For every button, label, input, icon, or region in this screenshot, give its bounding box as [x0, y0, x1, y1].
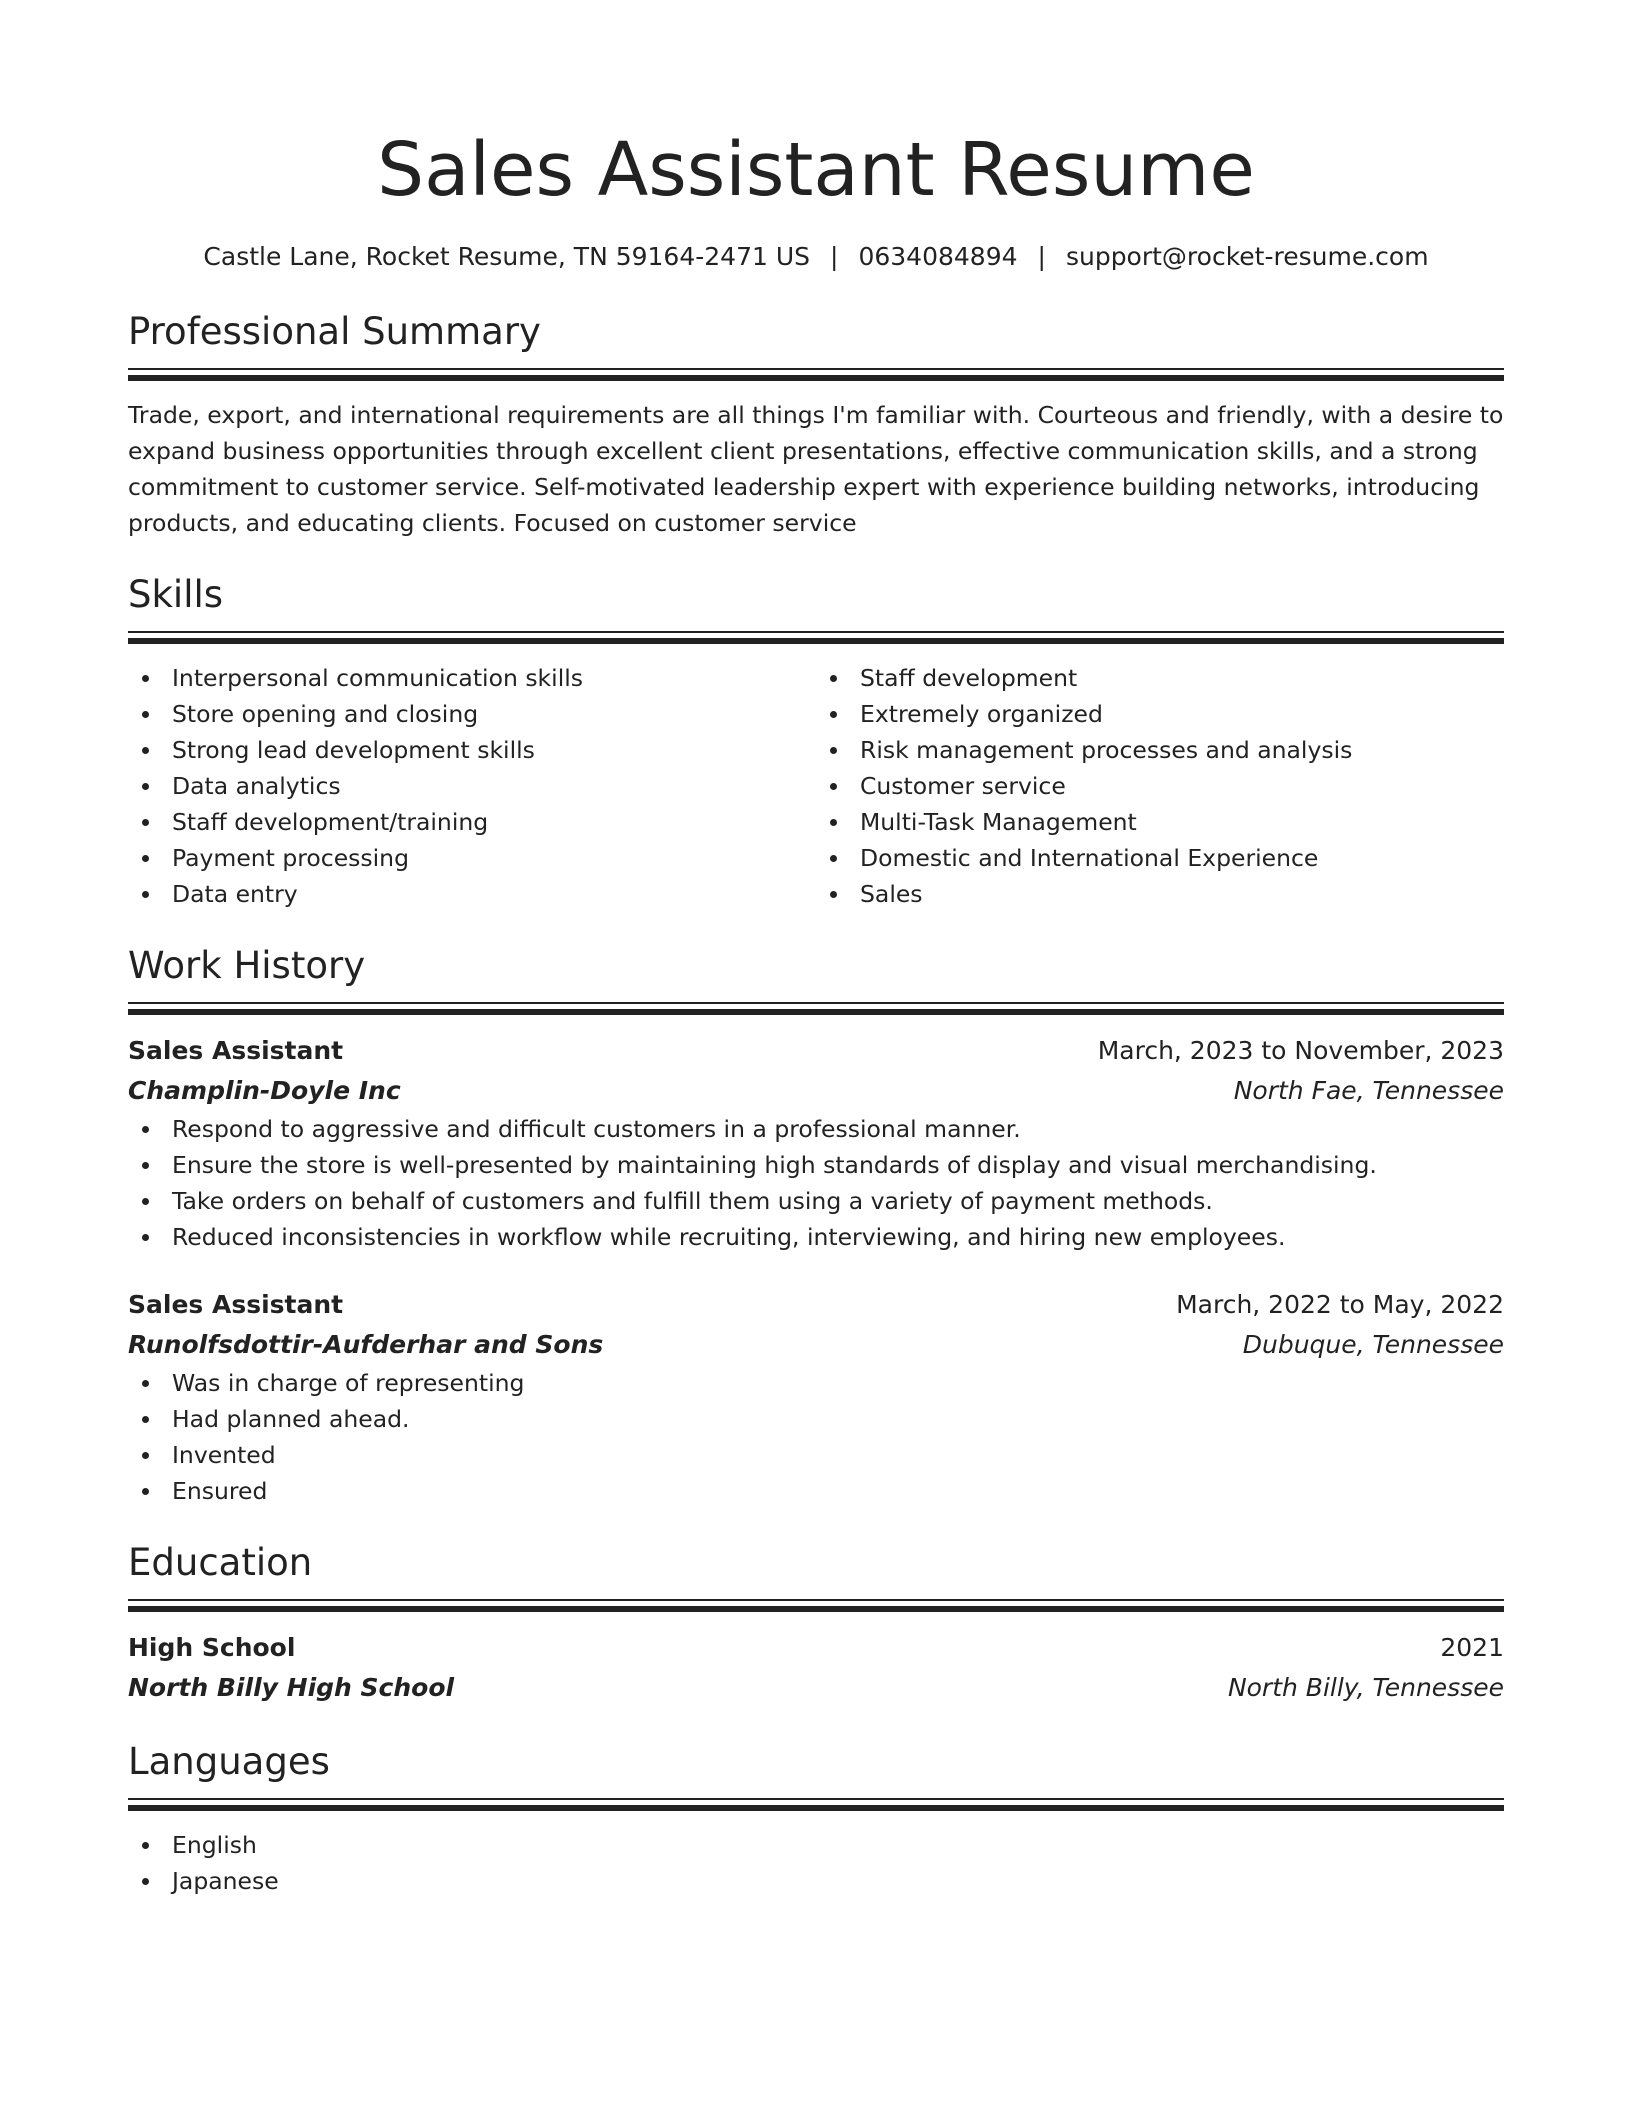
skill-item: Data analytics [128, 768, 816, 804]
job-bullet: Ensure the store is well-presented by maintaining high standards of display and visual merchandising. [128, 1147, 1504, 1183]
languages-section [128, 1738, 1504, 1899]
contact-line [128, 240, 1504, 274]
education-heading: Education [128, 1541, 313, 1584]
job-title: Sales Assistant [128, 1290, 344, 1319]
education-school: North Billy High School [128, 1673, 455, 1702]
skill-item: Interpersonal communication skills [128, 660, 816, 696]
education-entry [128, 1628, 1504, 1708]
skill-item: Strong lead development skills [128, 732, 816, 768]
job-bullet: Invented [128, 1437, 1504, 1473]
education-year: 2021 [1440, 1633, 1504, 1662]
work-history-section [128, 942, 1504, 1509]
job-entry [128, 1285, 1504, 1509]
skill-item: Staff development [816, 660, 1504, 696]
job-bullet: Ensured [128, 1473, 1504, 1509]
skills-heading: Skills [128, 573, 224, 616]
skill-item: Extremely organized [816, 696, 1504, 732]
summary-text: Trade, export, and international requirements are all things I'm familiar with. Courteous and friendly, with a desire to expand business opportunities through excellent client presentations, effective communication skills, and a strong commitment to customer service. Self-motivated leadership expert with experience building networks, introducing products, and educating clients. Focused on customer service [128, 401, 1504, 537]
contact-address: Castle Lane, Rocket Resume, TN 59164-2471 US [203, 242, 811, 271]
language-item: English [128, 1827, 1504, 1863]
education-degree: High School [128, 1633, 296, 1662]
skills-grid [128, 660, 1504, 912]
job-dates: March, 2022 to May, 2022 [1176, 1290, 1504, 1319]
skill-item: Customer service [816, 768, 1504, 804]
skill-item: Risk management processes and analysis [816, 732, 1504, 768]
contact-email[interactable]: support@rocket-resume.com [1065, 242, 1429, 271]
contact-phone: 0634084894 [858, 242, 1018, 271]
skills-section [128, 571, 1504, 912]
summary-heading: Professional Summary [128, 310, 541, 353]
summary-section [128, 308, 1504, 541]
job-bullet: Respond to aggressive and difficult customers in a professional manner. [128, 1111, 1504, 1147]
language-item: Japanese [128, 1863, 1504, 1899]
education-location: North Billy, Tennessee [1227, 1673, 1504, 1702]
job-company: Runolfsdottir-Aufderhar and Sons [128, 1330, 604, 1359]
section-divider [128, 1002, 1504, 1015]
skill-item: Store opening and closing [128, 696, 816, 732]
skill-item: Staff development/training [128, 804, 816, 840]
work-history-heading: Work History [128, 944, 366, 987]
section-divider [128, 1599, 1504, 1612]
skill-item: Domestic and International Experience [816, 840, 1504, 876]
languages-heading: Languages [128, 1740, 330, 1783]
job-dates: March, 2023 to November, 2023 [1097, 1036, 1504, 1065]
contact-separator: | [830, 242, 839, 271]
job-bullet: Had planned ahead. [128, 1401, 1504, 1437]
section-divider [128, 631, 1504, 644]
skill-item: Multi-Task Management [816, 804, 1504, 840]
job-bullet: Take orders on behalf of customers and fulfill them using a variety of payment methods. [128, 1183, 1504, 1219]
job-company: Champlin-Doyle Inc [128, 1076, 401, 1105]
job-entry [128, 1031, 1504, 1255]
job-bullet: Was in charge of representing [128, 1365, 1504, 1401]
job-bullet: Reduced inconsistencies in workflow while recruiting, interviewing, and hiring new employees. [128, 1219, 1504, 1255]
skills-column-right [816, 660, 1504, 912]
job-location: Dubuque, Tennessee [1242, 1330, 1504, 1359]
section-divider [128, 368, 1504, 381]
skills-column-left [128, 660, 816, 912]
skill-item: Payment processing [128, 840, 816, 876]
skill-item: Sales [816, 876, 1504, 912]
job-location: North Fae, Tennessee [1233, 1076, 1504, 1105]
skill-item: Data entry [128, 876, 816, 912]
resume-title: Sales Assistant Resume [377, 127, 1255, 213]
section-divider [128, 1798, 1504, 1811]
contact-separator: | [1037, 242, 1046, 271]
job-title: Sales Assistant [128, 1036, 344, 1065]
education-section [128, 1539, 1504, 1708]
